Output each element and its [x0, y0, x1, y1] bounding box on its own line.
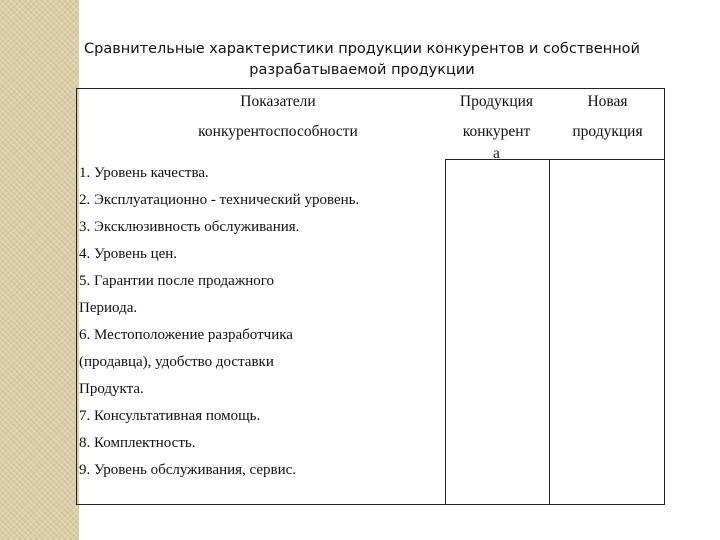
indicator-row: 6. Местоположение разработчика: [79, 327, 293, 343]
header-competitor-line-2: конкурент: [462, 123, 531, 140]
column-divider-1: [445, 159, 446, 504]
indicator-row: 8. Комплектность.: [79, 435, 196, 451]
indicator-row: 7. Консультативная помощь.: [79, 408, 261, 424]
title-line-1: Сравнительные характеристики продукции конкурентов и собственной: [84, 41, 640, 57]
header-competitor-line-3: а: [493, 145, 500, 162]
header-divider: [445, 159, 664, 160]
header-indicators: [143, 87, 413, 147]
title-line-2: разрабатываемой продукции: [249, 62, 475, 78]
indicator-row: 9. Уровень обслуживания, сервис.: [79, 462, 297, 478]
header-indicators-line-2: конкурентоспособности: [198, 123, 358, 140]
indicator-list: [79, 163, 439, 487]
header-competitor-line-1: Продукция: [459, 93, 534, 110]
indicator-row: Продукта.: [79, 381, 144, 397]
slide-title: [84, 39, 640, 81]
header-new-line-2: продукция: [572, 123, 643, 140]
comparison-table: [76, 88, 665, 505]
indicator-row: 2. Эксплуатационно - технический уровень.: [79, 192, 360, 208]
header-new-line-1: Новая: [587, 93, 628, 110]
indicator-row: 3. Эксклюзивность обслуживания.: [79, 219, 300, 235]
header-indicators-line-1: Показатели: [240, 93, 316, 110]
header-new-product: [551, 87, 664, 147]
header-competitor-product: [445, 87, 548, 161]
indicator-row: (продавца), удобство доставки: [79, 354, 274, 370]
column-divider-2: [549, 159, 550, 504]
indicator-row: 4. Уровень цен.: [79, 246, 178, 262]
decorative-side-strip: [0, 0, 79, 540]
indicator-row: 1. Уровень качества.: [79, 165, 209, 181]
indicator-row: Периода.: [79, 300, 138, 316]
indicator-row: 5. Гарантии после продажного: [79, 273, 275, 289]
